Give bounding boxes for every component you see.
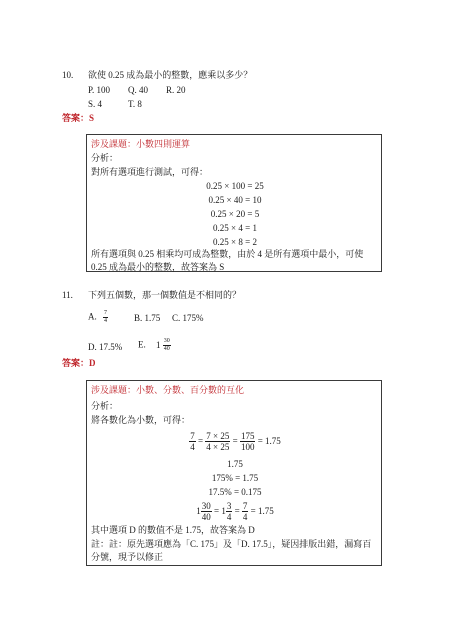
- whole-number: 1: [221, 506, 226, 516]
- q10-option-t: T. 8: [128, 99, 142, 109]
- q11-topic-title: 涉及課題：小數、分數、百分數的互化: [91, 385, 245, 395]
- q11-option-a-numerator: 7: [104, 310, 107, 316]
- q10-option-q: Q. 40: [128, 85, 148, 95]
- numerator: 7: [190, 431, 195, 442]
- q11-note-1: 註：註：原先選項應為「C. 175」及「D. 17.5」，疑因排版出錯，漏寫百: [91, 539, 372, 549]
- q11-option-d: D. 17.5%: [88, 342, 123, 352]
- q11-number: 11.: [62, 290, 73, 300]
- numerator: 3: [226, 501, 232, 512]
- q10-option-p: P. 100: [88, 85, 111, 95]
- q11-line-2: 1.75: [227, 459, 243, 469]
- q10-calc-line-4: 0.25 × 4 = 1: [213, 223, 257, 233]
- q11-solution-box: [86, 380, 382, 566]
- q11-option-e: [138, 338, 171, 353]
- q10-calc-line-5: 0.25 × 8 = 2: [213, 237, 257, 247]
- q11-line-3: 175% = 1.75: [211, 473, 259, 483]
- q10-analysis-label: 分析：: [91, 153, 119, 163]
- numerator: 7: [242, 501, 248, 512]
- q11-answer: 答案：D: [62, 358, 96, 368]
- q11-option-e-denominator: 40: [163, 346, 170, 352]
- q11-note-2: 分號，現予以修正: [91, 552, 164, 562]
- q11-equation-1: $\frac{7}{4}$ = $\frac{7 \times 25}{4 \times 25}$ = $\frac{175}{100}$ = 1.75: [190, 431, 281, 453]
- q10-option-r: R. 20: [166, 85, 186, 95]
- fraction: [240, 431, 256, 452]
- denominator: 40: [201, 512, 211, 523]
- denominator: 4: [242, 512, 248, 523]
- result: = 1.75: [257, 436, 281, 446]
- q11-option-a: [88, 310, 108, 325]
- q10-solution-box: [86, 134, 382, 272]
- q10-conclusion-2: 0.25 成為最小的整數，故答案為 S: [91, 262, 225, 272]
- result: = 1.75: [250, 506, 274, 516]
- whole-number: 1: [196, 506, 201, 516]
- q10-option-s: S. 4: [88, 99, 103, 109]
- numerator: 175: [240, 431, 255, 442]
- denominator: 4 × 25: [206, 442, 230, 453]
- fraction: [189, 431, 196, 452]
- q11-option-a-denominator: 4: [104, 318, 107, 324]
- numerator: 30: [201, 501, 211, 512]
- q11-equation-5: 1 $\frac{30}{40}$ = 1 $\frac{3}{4}$ = $\frac{7}{4}$ = 1.75: [196, 501, 274, 523]
- q11-line-4: 17.5% = 0.175: [208, 487, 262, 497]
- q11-option-e-whole: 1: [156, 339, 161, 350]
- fraction: [201, 501, 212, 522]
- q10-calc-line-3: 0.25 × 20 = 5: [210, 209, 260, 219]
- fraction: [242, 501, 249, 522]
- q11-question: 下列五個數，那一個數值是不相同的？: [88, 290, 242, 300]
- q10-calc-line-2: 0.25 × 40 = 10: [208, 195, 262, 205]
- q11-option-e-numerator: 30: [163, 338, 170, 344]
- q10-answer: 答案：S: [62, 113, 95, 123]
- numerator: 7 × 25: [206, 431, 230, 442]
- q11-option-b: B. 1.75: [134, 313, 161, 323]
- q11-option-e-fraction: [163, 338, 171, 353]
- q11-option-e-label: E.: [138, 339, 146, 350]
- q11-analysis-label: 分析：: [91, 401, 119, 411]
- q11-option-a-fraction: [103, 310, 108, 325]
- q11-option-c: C. 175%: [172, 313, 204, 323]
- q10-topic-title: 涉及課題：小數四則運算: [91, 139, 191, 149]
- q10-conclusion-1: 所有選項與 0.25 相乘均可成為整數，由於 4 是所有選項中最小，可使: [91, 249, 364, 259]
- fraction: [205, 431, 230, 452]
- q10-intro: 對所有選項進行測試，可得：: [91, 167, 209, 177]
- q11-option-a-label: A.: [88, 311, 97, 322]
- q10-calc-line-1: 0.25 × 100 = 25: [206, 181, 264, 191]
- q11-intro: 將各數化為小數，可得：: [91, 415, 191, 425]
- denominator: 4: [226, 512, 232, 523]
- q10-question: 欲使 0.25 成為最小的整數，應乘以多少？: [88, 70, 253, 80]
- denominator: 4: [190, 442, 195, 453]
- fraction: [226, 501, 233, 522]
- q11-conclusion: 其中選項 D 的數值不是 1.75，故答案為 D: [91, 525, 255, 535]
- q10-number: 10.: [62, 70, 74, 80]
- denominator: 100: [240, 442, 255, 453]
